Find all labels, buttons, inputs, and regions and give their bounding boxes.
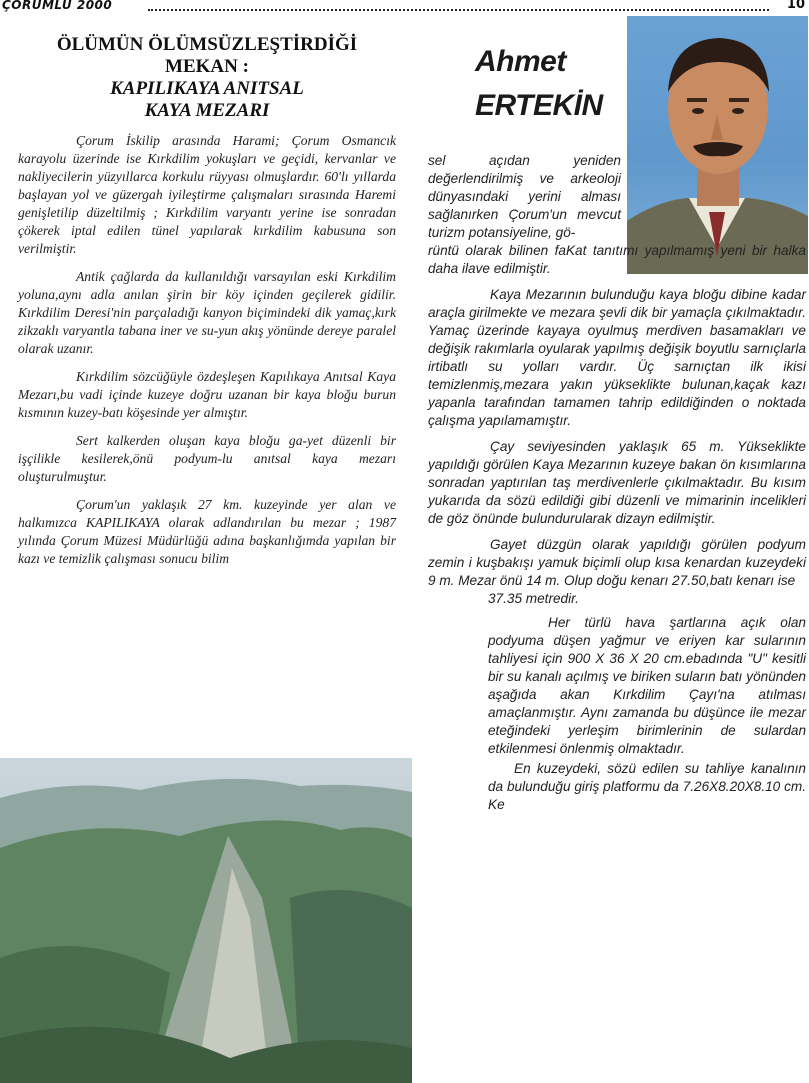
left-column [18, 34, 396, 578]
left-paragraph-1: Çorum İskilip arasında Harami; Çorum Osmancık karayolu üzerinde ise Kırkdilim yokuşları ve geçidi, kervanlar ve nakliyecilerin yüzyıllarca korkulu rüyyası olmuşlardır. 60'lı yıllarda başlayan yol ve güzergah iyileştirme çalışmaları sırasında Haremi genişletilip düzeltilmiş ; Kırkdilim varyantı yerine ise sonradan çökerek iptal edilen tünel yapılarak kırkdilim kabusuna son verilmiştir. [18, 133, 396, 256]
right-paragraph-1: Kaya Mezarının bulunduğu kaya bloğu dibine kadar araçla girilmekte ve mezara şevli dik bir yamaçla çıkılmaktadır. Yamaç üzerinde kayaya oyulmuş merdiven basamakları ve değişik rakımlarla oyularak yapılmış değişik boyutlu sarnıçlarla irtibatlı su yolları vardır. Üç sarnıçtan ilk ikisi temizlenmiş,mezara yakın yükseklikte bulunan,kaçak kazı yapanla tarafından tamamen tahrip edildiğinden o noktada çalışma yapılamamıştır. [428, 287, 806, 428]
page-header [0, 0, 809, 14]
title-line-1: ÖLÜMÜN ÖLÜMSÜZLEŞTİRDİĞİ [56, 34, 358, 55]
right-column [428, 152, 806, 822]
right-continue-text: rüntü olarak bilinen faKat tanıtımı yapılmamış yeni bir halka daha ilave edilmiştir. [428, 243, 806, 276]
right-paragraph-3: Gayet düzgün olarak yapıldığı görülen podyum zemin i kuşbakışı yamuk biçimli olup kısa kenardan kuzeydeki 9 m. Mezar önü 14 m. Olup doğu kenarı 27.50,batı kenarı ise [428, 537, 806, 588]
right-inset-block [488, 590, 806, 814]
title-line-2: MEKAN : [165, 56, 249, 77]
right-inset-paragraph-1: Her türlü hava şartlarına açık olan podyuma düşen yağmur ve eriyen kar sularının tahliyesi için 900 X 36 X 20 cm.ebadında "U" kesitli bir su kanalı açılmış ve biriken suların batı yönünden aşağıda akan Kırkdilim Çayı'na atılması amaçlanmıştır. Aynı zamanda bu düşünce ile mezar eteğindeki yerleşim birimlerinin de sulardan etkilenmesi önlenmiş olmaktadır. [488, 615, 806, 756]
right-inset-paragraph-2: En kuzeydeki, sözü edilen su tahliye kanalının da bulunduğu giriş platformu da 7.26X8.20X8.10 cm. Ke [488, 761, 806, 812]
page-number: 10 [786, 0, 805, 12]
author-name: Ahmet ERTEKİN [475, 45, 603, 122]
title-line-4: KAYA MEZARI [144, 100, 270, 121]
left-paragraph-3: Kırkdilim sözcüğüyle özdeşleşen Kapılıkaya Anıtsal Kaya Mezarı,bu vadi içinde kuzeye doğru uzanan bir kaya bloğu burun kısmının kuzey-batı köşesinde yer almıştır. [18, 369, 396, 420]
right-inset-first: 37.35 metredir. [488, 591, 579, 606]
valley-landscape-drawing [0, 758, 412, 1083]
article-title [18, 34, 396, 122]
magazine-brand: ÇORUMLU 2000 [2, 0, 113, 12]
header-dotted-rule [148, 9, 769, 11]
right-paragraph-2: Çay seviyesinden yaklaşık 65 m. Yükseklikte yapıldığı görülen Kaya Mezarının kuzeye bakan ön kısımlarına sonradan yaptırılan taş merdivenlerle çıkılmaktadır. Bu kısım yukarıda da sözü edildiği gibi düzenli ve mimarinin incelikleri de göz önünde bulundurularak dizayn edilmiştir. [428, 439, 806, 526]
left-paragraph-5: Çorum'un yaklaşık 27 km. kuzeyinde yer alan ve halkımızca KAPILIKAYA olarak adlandırılan bu mezar ; 1987 yılında Çorum Müzesi Müdürlüğü adına başkanlığımda yapılan bir kazı ve temizlik çalışması sonucu bilim [18, 497, 396, 566]
valley-landscape-photo [0, 758, 412, 1083]
left-paragraph-2: Antik çağlarda da kullanıldığı varsayılan eski Kırkdilim yoluna,aynı adla anılan şirin bir köy içinden geçilerek gidilir. Kırkdilim Deresi'nin parçaladığı kanyon biçimindeki dik yamaç,kırk zikzaklı varyantla tabana iner ve su-yun akış yönünde dereye paralel olarak uzanır. [18, 269, 396, 356]
title-line-3: KAPILIKAYA ANITSAL [110, 78, 304, 99]
left-paragraph-4: Sert kalkerden oluşan kaya bloğu ga-yet düzenli bir işçilikle kesilerek,önü podyum-lu anıtsal kaya mezarı oluşturulmuştur. [18, 433, 396, 484]
right-narrow-text: sel açıdan yeniden değerlendirilmiş ve arkeoloji dünyasındaki yerini alması sağlanırken Çorum'un mevcut turizm potansiyeline, gö- [428, 153, 621, 240]
